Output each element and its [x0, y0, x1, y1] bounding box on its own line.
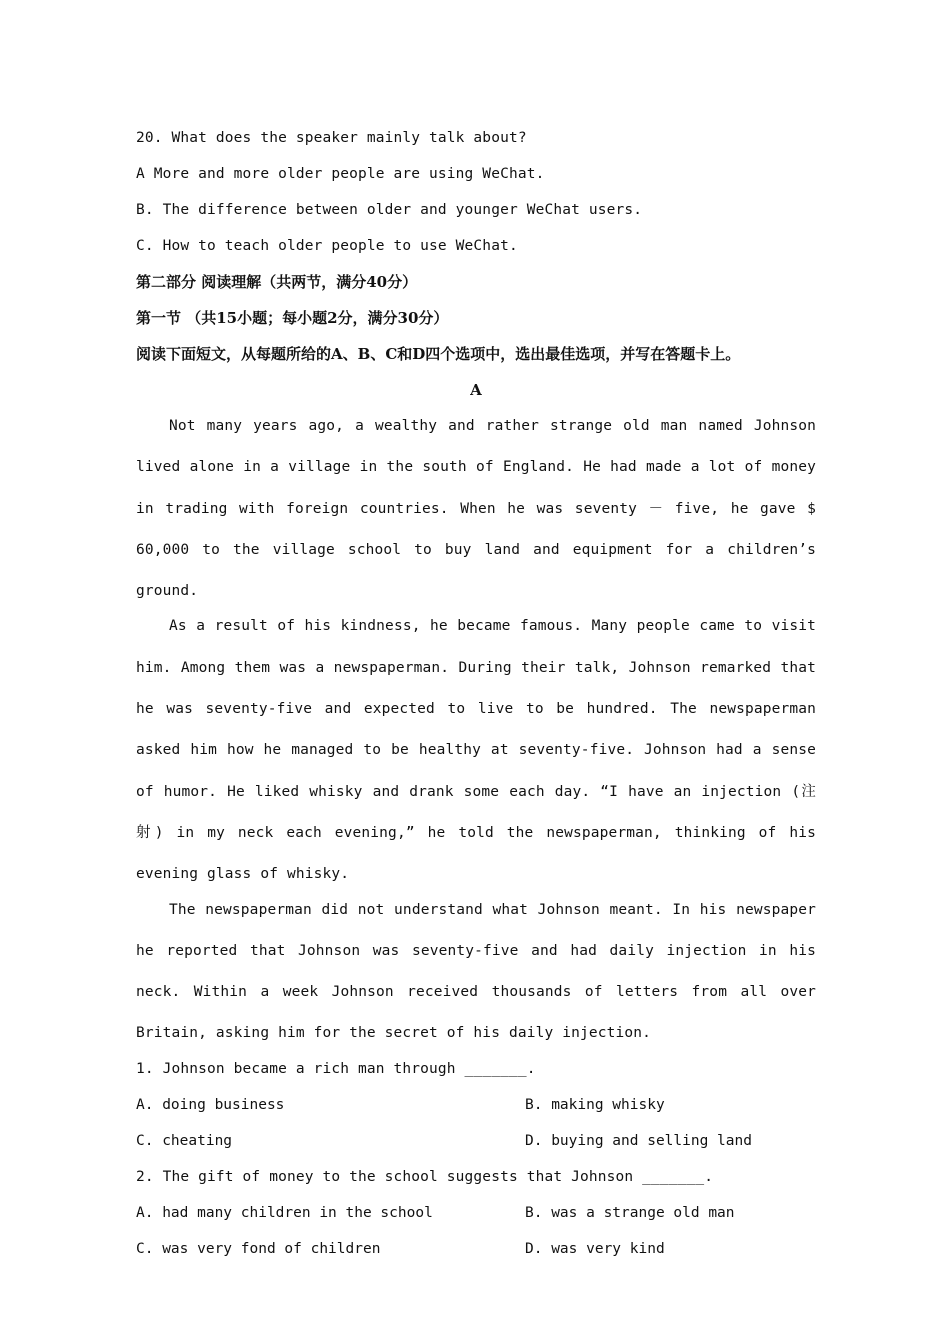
section1-heading: 第一节 （共15小题；每小题2分，满分30分）: [136, 309, 449, 327]
passage-title: A: [470, 381, 482, 399]
q20-option-a: A More and more older people are using WeChat.: [136, 166, 545, 182]
q2-options-row-2: [136, 1231, 816, 1267]
q1-question: 1. Johnson became a rich man through _______.: [136, 1060, 536, 1077]
q2-option-a: A. had many children in the school: [136, 1204, 433, 1221]
part2-heading: 第二部分 阅读理解（共两节，满分40分）: [136, 273, 418, 291]
q20-question: 20. What does the speaker mainly talk about?: [136, 130, 527, 146]
q20-option-b: B. The difference between older and younger WeChat users.: [136, 202, 643, 218]
reading-instruction: 阅读下面短文，从每题所给的A、B、C和D四个选项中，选出最佳选项，并写在答题卡上。: [136, 345, 741, 363]
q1-options-row-2: [136, 1123, 816, 1159]
passage-paragraph-1: Not many years ago, a wealthy and rather strange old man named Johnson lived alone in a village in the south of England. He had made a lot of money in trading with foreign countries. When he was seventy － five, he gave $ 60,000 to the village school to buy land and equipment for a children’s ground.: [136, 418, 816, 600]
q1-option-a: A. doing business: [136, 1096, 285, 1113]
q1-option-b: B. making whisky: [525, 1096, 665, 1113]
q2-option-d: D. was very kind: [525, 1240, 665, 1257]
q20-option-c: C. How to teach older people to use WeChat.: [136, 238, 518, 254]
passage-paragraph-3: The newspaperman did not understand what Johnson meant. In his newspaper he reported that Johnson was seventy-five and had daily injection in his neck. Within a week Johnson received thousands of letters from all over Britain, asking him for the secret of his daily injection.: [136, 901, 816, 1042]
q1-option-c: C. cheating: [136, 1132, 233, 1149]
q1-option-d: D. buying and selling land: [525, 1132, 752, 1149]
q2-question: 2. The gift of money to the school suggests that Johnson _______.: [136, 1168, 714, 1185]
q2-option-c: C. was very fond of children: [136, 1240, 381, 1257]
q2-options-row-1: [136, 1195, 816, 1231]
document-page: [136, 120, 816, 1267]
passage-paragraph-2: As a result of his kindness, he became famous. Many people came to visit him. Among them was a newspaperman. During their talk, Johnson remarked that he was seventy-five and expected to live to be hundred. The newspaperman asked him how he managed to be healthy at seventy-five. Johnson had a sense of humor. He liked whisky and drank some each day. “I have an injection (注射) in my neck each evening,” he told the newspaperman, thinking of his evening glass of whisky.: [136, 618, 816, 883]
q2-option-b: B. was a strange old man: [525, 1204, 735, 1221]
q1-options-row-1: [136, 1087, 816, 1123]
